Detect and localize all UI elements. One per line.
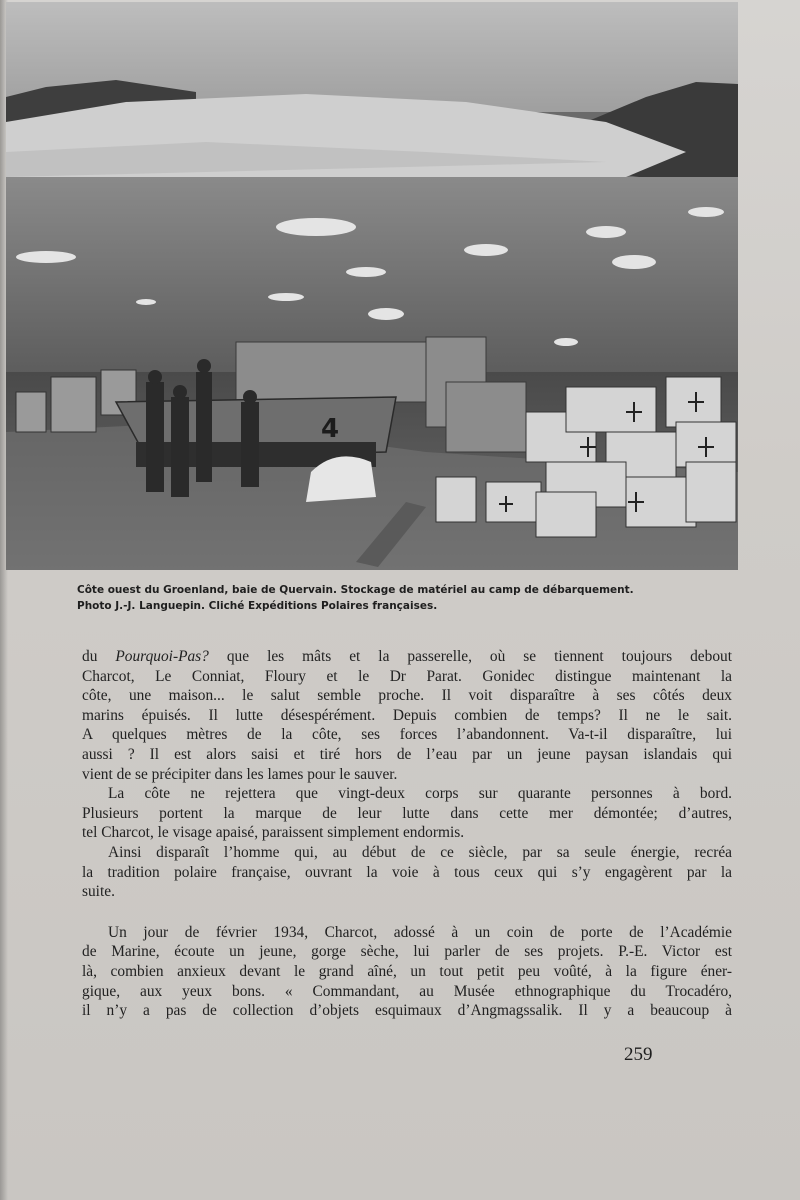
lead-prefix: du bbox=[82, 648, 116, 665]
photo-caption bbox=[77, 582, 737, 614]
text-line: vient de se précipiter dans les lames pour le sauver. bbox=[82, 765, 398, 783]
text-line: là, combien anxieux devant le grand aîné, un tout petit peu voûté, à la figure éner- bbox=[82, 962, 732, 980]
page-number: 259 bbox=[624, 1044, 653, 1065]
text-line: tel Charcot, le visage apaisé, paraissent simplement endormis. bbox=[82, 824, 465, 842]
paragraph-2 bbox=[82, 784, 732, 843]
text-line: suite. bbox=[82, 883, 115, 901]
svg-text:4: 4 bbox=[321, 414, 340, 444]
text-line: La côte ne rejettera que vingt-deux corps sur quarante personnes à bord. bbox=[108, 785, 732, 803]
body-text bbox=[82, 647, 732, 1021]
paragraph-4 bbox=[82, 923, 732, 1021]
text-line: il n’y a pas de collection d’objets esquimaux d’Angmagssalik. Il y a beaucoup à bbox=[82, 1002, 732, 1020]
caption-line-2: Photo J.-J. Languepin. Cliché Expéditions Polaires françaises. bbox=[77, 600, 438, 612]
text-line: la tradition polaire française, ouvrant la voie à tous ceux qui s’y engagèrent par la bbox=[82, 863, 732, 881]
text-line: de Marine, écoute un jeune, gorge sèche, lui parler de ses projets. P.-E. Victor est bbox=[82, 943, 732, 961]
text-line: A quelques mètres de la côte, ses forces l’abandonnent. Va-t-il disparaître, lui bbox=[82, 726, 732, 744]
expedition-photograph bbox=[6, 2, 738, 570]
caption-line-1: Côte ouest du Groenland, baie de Quervain. Stockage de matériel au camp de débarquement. bbox=[77, 584, 634, 596]
photograph-icon bbox=[6, 2, 738, 570]
paragraph-1 bbox=[82, 647, 732, 784]
text-line: gique, aux yeux bons. « Commandant, au Musée ethnographique du Trocadéro, bbox=[82, 982, 732, 1000]
ship-name-italic: Pourquoi-Pas? bbox=[115, 648, 209, 665]
paragraph-1-lead-line bbox=[82, 647, 732, 667]
paragraph-3 bbox=[82, 843, 732, 902]
text-line: côte, une maison... le salut semble proche. Il voit disparaître à ses côtés deux bbox=[82, 687, 732, 705]
text-line: aussi ? Il est alors saisi et tiré hors de l’eau par un jeune paysan islandais qui bbox=[82, 745, 732, 763]
text-line: Charcot, Le Conniat, Floury et le Dr Parat. Gonidec distingue maintenant la bbox=[82, 667, 732, 685]
text-line: Ainsi disparaît l’homme qui, au début de ce siècle, par sa seule énergie, recréa bbox=[108, 843, 732, 861]
lead-rest: que les mâts et la passerelle, où se tiennent toujours debout bbox=[208, 648, 732, 665]
text-line: marins épuisés. Il lutte désespérément. Depuis combien de temps? Il ne le sait. bbox=[82, 706, 732, 724]
text-line: Un jour de février 1934, Charcot, adossé à un coin de porte de l’Académie bbox=[108, 923, 732, 941]
text-line: Plusieurs portent la marque de leur lutte dans cette mer démontée; d’autres, bbox=[82, 804, 732, 822]
